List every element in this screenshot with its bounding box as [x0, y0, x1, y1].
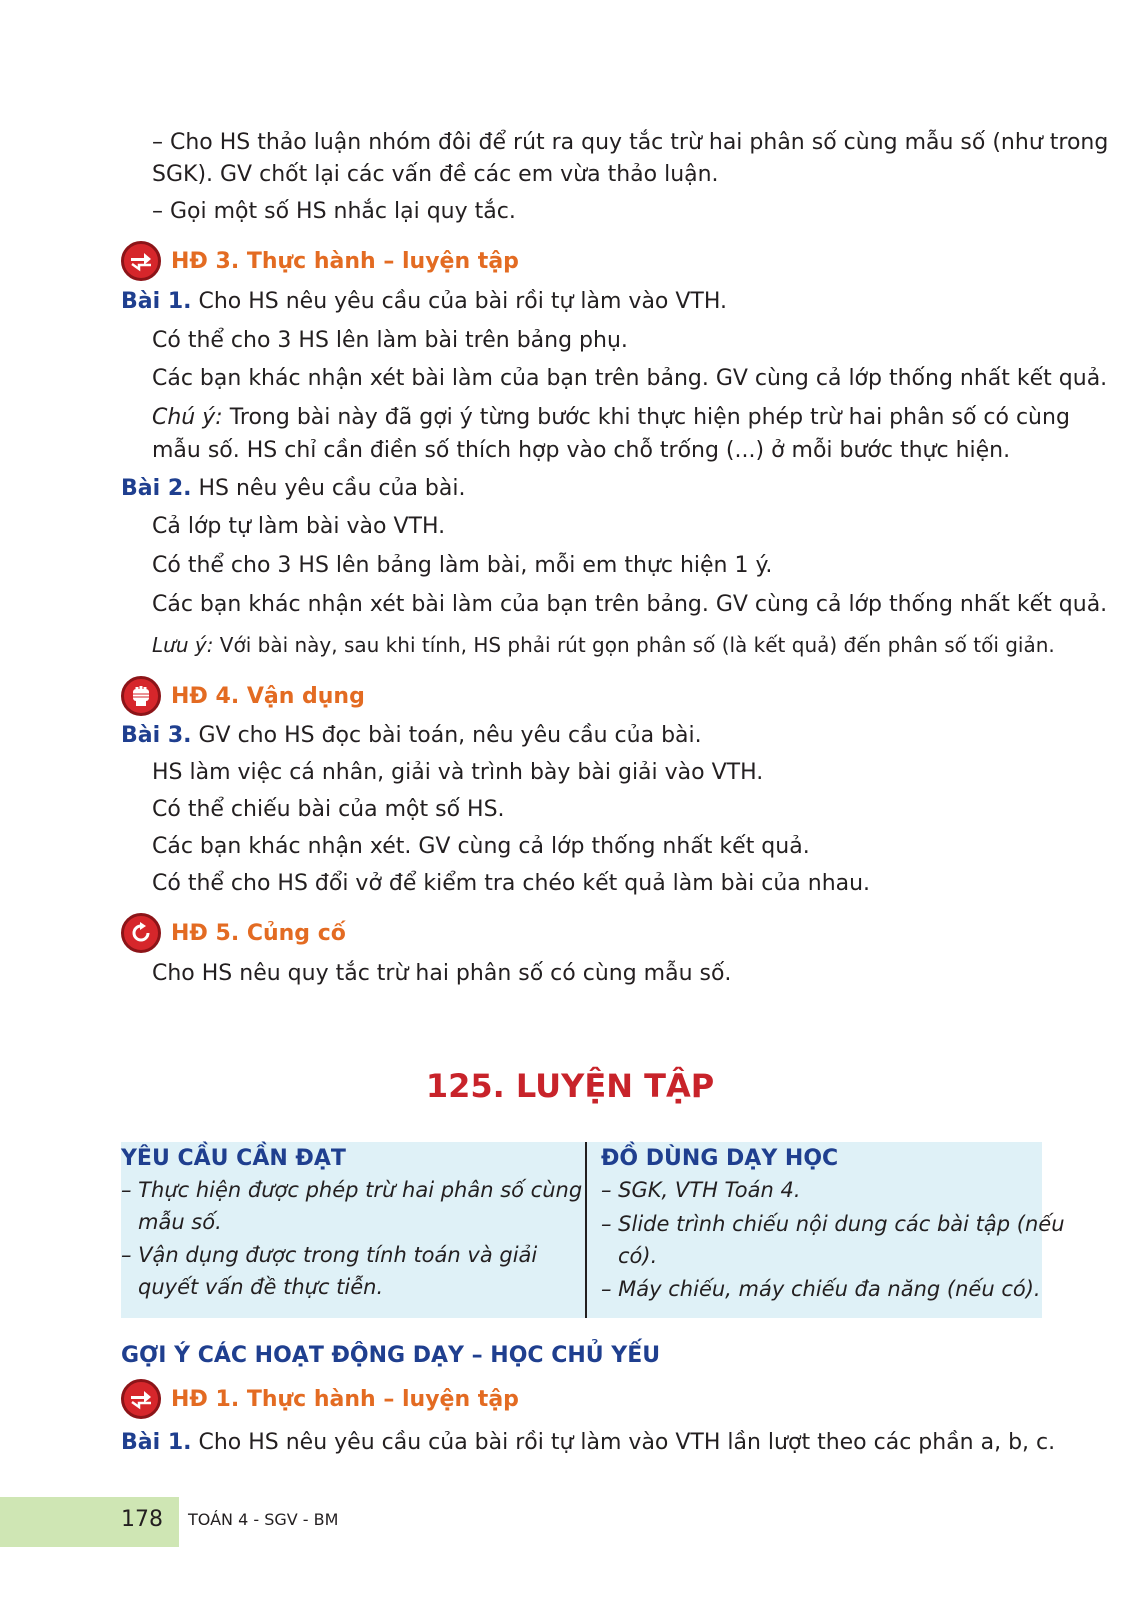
practice-arrows-icon	[121, 1379, 161, 1419]
requirements-column	[121, 1142, 585, 1318]
text-line: Các bạn khác nhận xét bài làm của bạn trên bảng. GV cùng cả lớp thống nhất kết quả.	[152, 366, 1108, 391]
text-line: Cả lớp tự làm bài vào VTH.	[152, 514, 446, 539]
note-line	[152, 629, 1055, 661]
requirement-item: – Vận dụng được trong tính toán và giải	[121, 1243, 538, 1267]
fist-icon	[121, 676, 161, 716]
exercise-text: Cho HS nêu yêu cầu của bài rồi tự làm vào VTH lần lượt theo các phần a, b, c.	[198, 1430, 1056, 1455]
exercise-text: HS nêu yêu cầu của bài.	[198, 476, 466, 501]
text-line: HS làm việc cá nhân, giải và trình bày bài giải vào VTH.	[152, 760, 764, 785]
exercise-label: Bài 1.	[121, 289, 192, 314]
exercise-line	[121, 286, 727, 318]
text-line: Các bạn khác nhận xét. GV cùng cả lớp thống nhất kết quả.	[152, 834, 810, 859]
text-line: mẫu số. HS chỉ cần điền số thích hợp vào chỗ trống (...) ở mỗi bước thực hiện.	[152, 438, 1011, 463]
book-label: TOÁN 4 - SGV - BM	[188, 1510, 339, 1529]
requirement-item: mẫu số.	[138, 1210, 222, 1234]
text-line: Có thể cho 3 HS lên bảng làm bài, mỗi em thực hiện 1 ý.	[152, 553, 773, 578]
text-line: Cho HS nêu quy tắc trừ hai phân số có cùng mẫu số.	[152, 961, 732, 986]
exercise-line	[121, 473, 465, 505]
activity-heading-hd3	[121, 241, 519, 281]
activity-title: HĐ 4. Vận dụng	[171, 683, 365, 709]
activity-title: HĐ 1. Thực hành – luyện tập	[171, 1386, 519, 1412]
note-label: Chú ý:	[152, 405, 223, 430]
activities-heading: GỢI Ý CÁC HOẠT ĐỘNG DẠY – HỌC CHỦ YẾU	[121, 1343, 661, 1368]
material-item: – Máy chiếu, máy chiếu đa năng (nếu có).	[601, 1277, 1041, 1301]
text-line: – Gọi một số HS nhắc lại quy tắc.	[152, 199, 516, 224]
page-number: 178	[121, 1507, 163, 1532]
activity-heading-hd4	[121, 676, 365, 716]
activity-heading-hd5	[121, 913, 346, 953]
note-line	[152, 402, 1070, 434]
exercise-label: Bài 2.	[121, 476, 192, 501]
material-item: có).	[618, 1244, 658, 1268]
activity-title: HĐ 3. Thực hành – luyện tập	[171, 248, 519, 274]
exercise-label: Bài 3.	[121, 723, 192, 748]
requirement-item: quyết vấn đề thực tiễn.	[138, 1275, 384, 1299]
note-label: Lưu ý:	[152, 633, 214, 657]
material-item: – Slide trình chiếu nội dung các bài tập (nếu	[601, 1212, 1065, 1236]
text-line: Có thể chiếu bài của một số HS.	[152, 797, 505, 822]
column-divider	[585, 1142, 587, 1318]
practice-arrows-icon	[121, 241, 161, 281]
materials-heading: ĐỒ DÙNG DẠY HỌC	[601, 1146, 839, 1171]
requirements-heading: YÊU CẦU CẦN ĐẠT	[121, 1146, 346, 1171]
text-line: SGK). GV chốt lại các vấn đề các em vừa thảo luận.	[152, 162, 719, 187]
note-text: Trong bài này đã gợi ý từng bước khi thực hiện phép trừ hai phân số có cùng	[229, 405, 1070, 430]
activity-heading-hd1	[121, 1379, 519, 1419]
exercise-line	[121, 720, 702, 752]
exercise-line	[121, 1427, 1055, 1459]
material-item: – SGK, VTH Toán 4.	[601, 1178, 801, 1202]
exercise-label: Bài 1.	[121, 1430, 192, 1455]
requirements-box	[121, 1142, 1065, 1318]
materials-column	[589, 1142, 1065, 1318]
exercise-text: Cho HS nêu yêu cầu của bài rồi tự làm vào VTH.	[198, 289, 728, 314]
exercise-text: GV cho HS đọc bài toán, nêu yêu cầu của bài.	[198, 723, 702, 748]
refresh-cycle-icon	[121, 913, 161, 953]
text-line: Các bạn khác nhận xét bài làm của bạn trên bảng. GV cùng cả lớp thống nhất kết quả.	[152, 592, 1108, 617]
note-text: Với bài này, sau khi tính, HS phải rút gọn phân số (là kết quả) đến phân số tối giản.	[219, 633, 1055, 657]
text-line: Có thể cho 3 HS lên làm bài trên bảng phụ.	[152, 328, 628, 353]
requirement-item: – Thực hiện được phép trừ hai phân số cùng	[121, 1178, 583, 1202]
lesson-title: 125. LUYỆN TẬP	[425, 1067, 715, 1105]
page-footer	[0, 1497, 1140, 1547]
activity-title: HĐ 5. Củng cố	[171, 920, 346, 946]
text-line: – Cho HS thảo luận nhóm đôi để rút ra quy tắc trừ hai phân số cùng mẫu số (như trong	[152, 130, 1109, 155]
text-line: Có thể cho HS đổi vở để kiểm tra chéo kết quả làm bài của nhau.	[152, 871, 871, 896]
